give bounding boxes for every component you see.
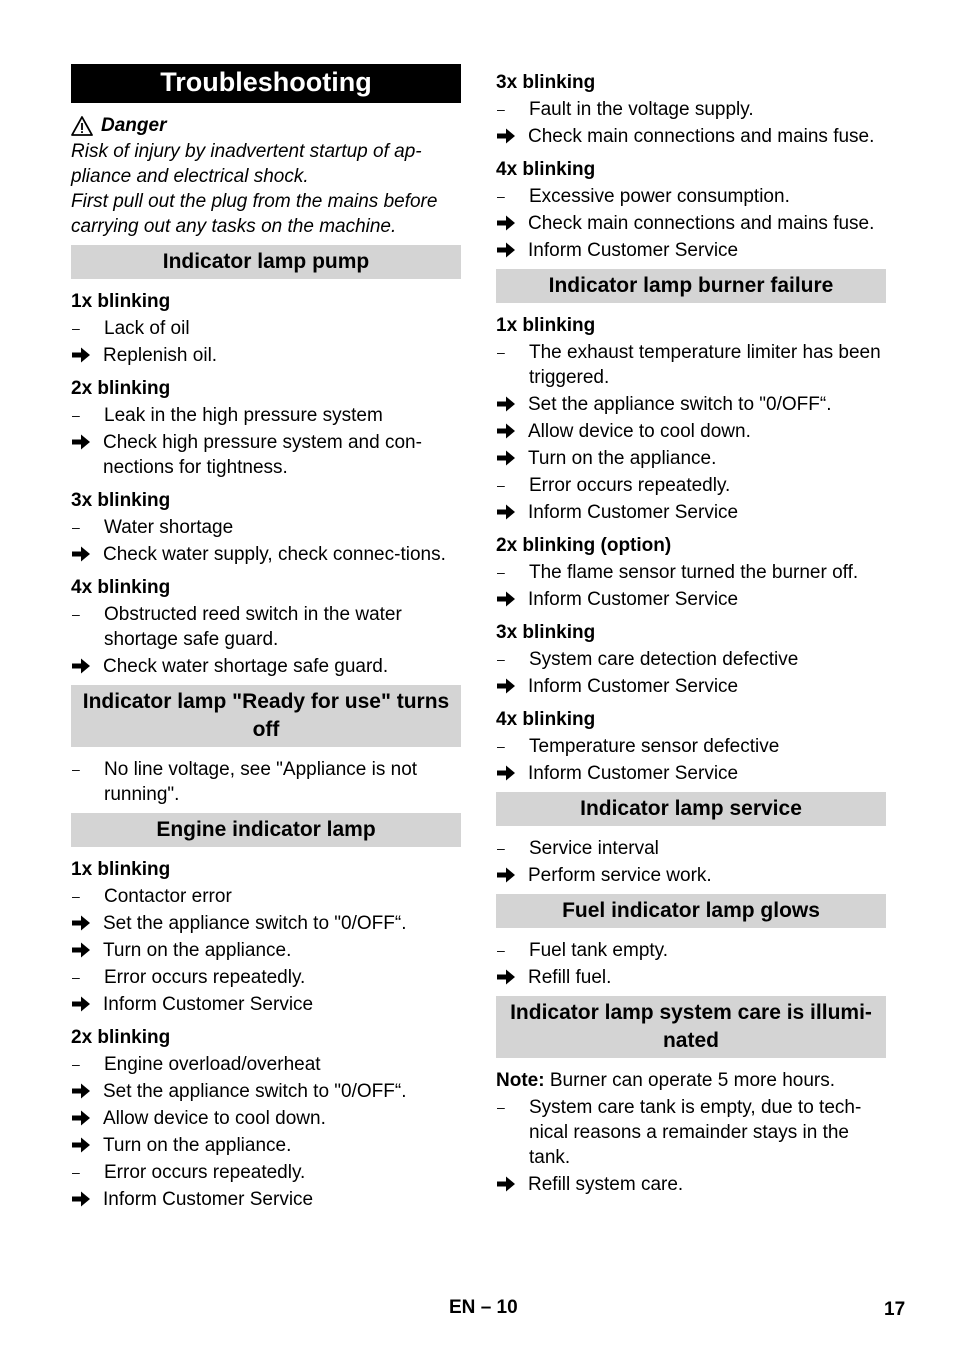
item-text: Temperature sensor defective	[529, 736, 780, 757]
page-number: 17	[884, 1299, 906, 1320]
action-item	[496, 211, 886, 236]
arrow-right-icon	[71, 343, 103, 368]
item-text: Check water supply, check connec-tions.	[103, 544, 446, 565]
item-text: Lack of oil	[104, 318, 190, 339]
note-paragraph	[496, 1068, 886, 1093]
item-text: Obstructed reed switch in the water shortage safe guard.	[104, 604, 402, 650]
item-text: Perform service work.	[528, 865, 712, 886]
cause-item	[71, 602, 461, 652]
arrow-right-icon	[496, 761, 528, 786]
item-text: Check high pressure system and con-nections for tightness.	[103, 432, 422, 478]
section-heading: Indicator lamp "Ready for use" turns off	[71, 685, 461, 747]
item-text: Error occurs repeatedly.	[104, 967, 306, 988]
item-text: Error occurs repeatedly.	[104, 1162, 306, 1183]
arrow-right-icon	[496, 392, 528, 417]
arrow-right-icon	[71, 1079, 103, 1104]
sub-heading: 2x blinking (option)	[496, 535, 672, 556]
sub-heading: 4x blinking	[496, 159, 596, 180]
action-item	[496, 863, 886, 888]
cause-item	[71, 757, 461, 807]
item-text: Set the appliance switch to "0/OFF“.	[528, 394, 832, 415]
section-heading: Indicator lamp system care is illumi-nated	[496, 996, 886, 1058]
cause-item	[496, 340, 886, 390]
action-item	[71, 938, 461, 963]
arrow-right-icon	[71, 542, 103, 567]
action-item	[71, 430, 461, 480]
action-item	[496, 965, 886, 990]
cause-item	[496, 473, 886, 498]
item-text: Inform Customer Service	[528, 589, 739, 610]
arrow-right-icon	[71, 654, 103, 679]
item-text: System care detection defective	[529, 649, 799, 670]
section-heading: Indicator lamp service	[496, 792, 886, 826]
item-text: Inform Customer Service	[528, 676, 739, 697]
cause-item	[71, 515, 461, 540]
item-text: Set the appliance switch to "0/OFF“.	[103, 1081, 407, 1102]
dash-bullet: –	[72, 606, 80, 622]
item-text: Excessive power consumption.	[529, 186, 790, 207]
left-column	[71, 64, 461, 1212]
sub-heading: 3x blinking	[496, 622, 596, 643]
action-item	[496, 500, 886, 525]
dash-bullet: –	[72, 519, 80, 535]
arrow-right-icon	[496, 500, 528, 525]
cause-item	[496, 184, 886, 209]
right-column	[496, 62, 886, 1197]
cause-item	[71, 316, 461, 341]
item-text: Fuel tank empty.	[529, 940, 669, 961]
action-item	[496, 419, 886, 444]
sub-heading: 1x blinking	[496, 315, 596, 336]
sub-heading: 2x blinking	[71, 1027, 171, 1048]
item-text: Inform Customer Service	[528, 240, 739, 261]
item-text: Turn on the appliance.	[103, 1135, 292, 1156]
item-text: Check water shortage safe guard.	[103, 656, 389, 677]
dash-bullet: –	[72, 969, 80, 985]
section-heading: Fuel indicator lamp glows	[496, 894, 886, 928]
item-text: Refill system care.	[528, 1174, 684, 1195]
item-text: Replenish oil.	[103, 345, 218, 366]
arrow-right-icon	[496, 1172, 528, 1197]
sub-heading: 1x blinking	[71, 859, 171, 880]
arrow-right-icon	[71, 992, 103, 1017]
item-text: Turn on the appliance.	[103, 940, 292, 961]
dash-bullet: –	[497, 188, 505, 204]
dash-bullet: –	[497, 477, 505, 493]
action-item	[496, 446, 886, 471]
item-text: Fault in the voltage supply.	[529, 99, 754, 120]
item-text: Contactor error	[104, 886, 232, 907]
danger-heading	[71, 113, 461, 139]
item-text: Check main connections and mains fuse.	[528, 213, 875, 234]
item-text: The flame sensor turned the burner off.	[529, 562, 859, 583]
footer-lang: EN	[449, 1297, 476, 1318]
cause-item	[496, 1095, 886, 1170]
action-item	[71, 1187, 461, 1212]
arrow-right-icon	[71, 430, 103, 480]
item-text: Error occurs repeatedly.	[529, 475, 731, 496]
cause-item	[496, 97, 886, 122]
action-item	[71, 1106, 461, 1131]
arrow-right-icon	[71, 1187, 103, 1212]
action-item	[71, 1079, 461, 1104]
dash-bullet: –	[497, 1099, 505, 1115]
danger-text-2: First pull out the plug from the mains before carrying out any tasks on the machine.	[71, 191, 438, 237]
left-content	[71, 245, 461, 1212]
section-heading: Engine indicator lamp	[71, 813, 461, 847]
action-item	[496, 238, 886, 263]
action-item	[71, 343, 461, 368]
dash-bullet: –	[72, 1164, 80, 1180]
dash-bullet: –	[497, 564, 505, 580]
cause-item	[71, 1052, 461, 1077]
cause-item	[71, 884, 461, 909]
action-item	[71, 992, 461, 1017]
cause-item	[496, 647, 886, 672]
dash-bullet: –	[72, 888, 80, 904]
sub-heading: 3x blinking	[71, 490, 171, 511]
arrow-right-icon	[496, 446, 528, 471]
arrow-right-icon	[71, 1106, 103, 1131]
item-text: Turn on the appliance.	[528, 448, 717, 469]
cause-item	[496, 938, 886, 963]
cause-item	[71, 403, 461, 428]
footer-section-page: – 10	[480, 1297, 518, 1318]
item-text: Inform Customer Service	[528, 502, 739, 523]
danger-text-1: Risk of injury by inadvertent startup of ap-pliance and electrical shock.	[71, 141, 422, 187]
action-item	[496, 587, 886, 612]
action-item	[496, 761, 886, 786]
item-text: Inform Customer Service	[528, 763, 739, 784]
right-content	[496, 70, 886, 1197]
action-item	[71, 911, 461, 936]
action-item	[496, 1172, 886, 1197]
action-item	[71, 1133, 461, 1158]
page-title: Troubleshooting	[71, 64, 461, 103]
cause-item	[496, 836, 886, 861]
sub-heading: 4x blinking	[71, 577, 171, 598]
note-label: Note:	[496, 1070, 545, 1091]
sub-heading: 2x blinking	[71, 378, 171, 399]
arrow-right-icon	[496, 965, 528, 990]
action-item	[496, 124, 886, 149]
arrow-right-icon	[496, 238, 528, 263]
dash-bullet: –	[72, 407, 80, 423]
arrow-right-icon	[71, 1133, 103, 1158]
item-text: Allow device to cool down.	[103, 1108, 326, 1129]
cause-item	[71, 965, 461, 990]
dash-bullet: –	[497, 344, 505, 360]
action-item	[71, 542, 461, 567]
warning-triangle-icon	[71, 116, 93, 136]
item-text: Check main connections and mains fuse.	[528, 126, 875, 147]
cause-item	[71, 1160, 461, 1185]
section-heading: Indicator lamp pump	[71, 245, 461, 279]
item-text: Service interval	[529, 838, 659, 859]
dash-bullet: –	[497, 101, 505, 117]
dash-bullet: –	[72, 320, 80, 336]
item-text: Water shortage	[104, 517, 234, 538]
section-heading: Indicator lamp burner failure	[496, 269, 886, 303]
dash-bullet: –	[497, 738, 505, 754]
note-text: Burner can operate 5 more hours.	[544, 1070, 835, 1091]
dash-bullet: –	[497, 840, 505, 856]
arrow-right-icon	[496, 211, 528, 236]
item-text: The exhaust temperature limiter has been triggered.	[529, 342, 881, 388]
arrow-right-icon	[71, 938, 103, 963]
action-item	[71, 654, 461, 679]
arrow-right-icon	[496, 863, 528, 888]
item-text: Refill fuel.	[528, 967, 612, 988]
arrow-right-icon	[71, 911, 103, 936]
action-item	[496, 674, 886, 699]
item-text: Leak in the high pressure system	[104, 405, 383, 426]
item-text: Inform Customer Service	[103, 994, 314, 1015]
item-text: Engine overload/overheat	[104, 1054, 321, 1075]
dash-bullet: –	[72, 761, 80, 777]
item-text: Inform Customer Service	[103, 1189, 314, 1210]
item-text: No line voltage, see "Appliance is not running".	[104, 759, 418, 805]
arrow-right-icon	[496, 124, 528, 149]
sub-heading: 1x blinking	[71, 291, 171, 312]
sub-heading: 3x blinking	[496, 72, 596, 93]
item-text: Set the appliance switch to "0/OFF“.	[103, 913, 407, 934]
arrow-right-icon	[496, 419, 528, 444]
dash-bullet: –	[497, 942, 505, 958]
footer-section-label	[449, 1297, 518, 1319]
item-text: System care tank is empty, due to tech-nical reasons a remainder stays in the tank.	[529, 1097, 862, 1168]
item-text: Allow device to cool down.	[528, 421, 751, 442]
danger-label: Danger	[101, 115, 167, 136]
arrow-right-icon	[496, 674, 528, 699]
cause-item	[496, 734, 886, 759]
dash-bullet: –	[72, 1056, 80, 1072]
sub-heading: 4x blinking	[496, 709, 596, 730]
dash-bullet: –	[497, 651, 505, 667]
arrow-right-icon	[496, 587, 528, 612]
action-item	[496, 392, 886, 417]
cause-item	[496, 560, 886, 585]
